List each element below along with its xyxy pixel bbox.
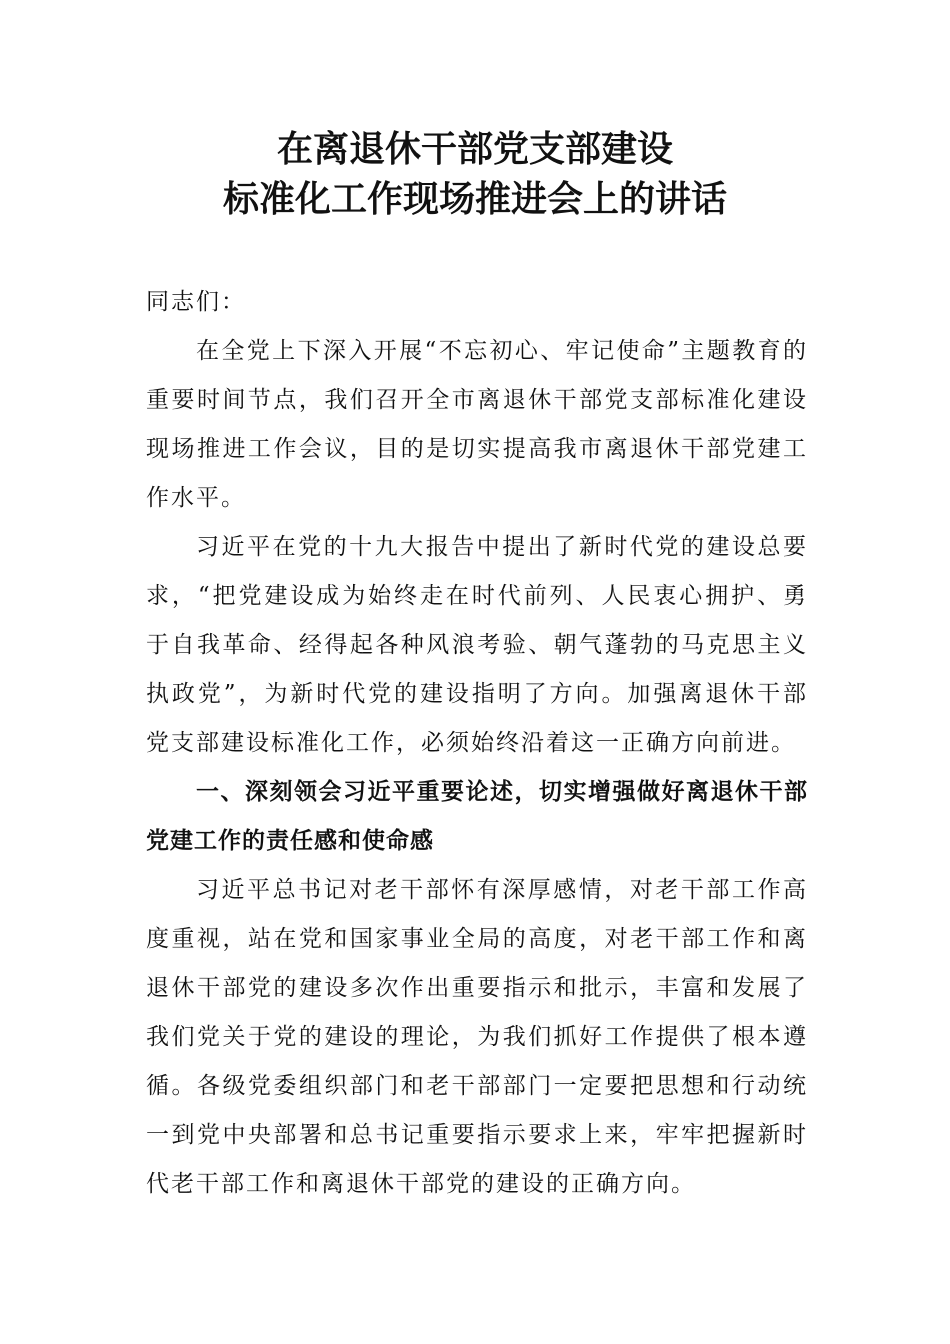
document-title-line-1: 在离退休干部党支部建设 — [276, 128, 673, 170]
paragraph-intro: 在全党上下深入开展“不忘初心、牢记使命”主题教育的重要时间节点，我们召开全市离退休干部党支部标准化建设现场推进工作会议，目的是切实提高我市离退休干部党建工作水平。 — [146, 338, 808, 511]
section-paragraph-1: 习近平总书记对老干部怀有深厚感情，对老干部工作高度重视，站在党和国家事业全局的高度，对老干部工作和离退休干部党的建设多次作出重要指示和批示，丰富和发展了我们党关于党的建设的理论，为我们抓好工作提供了根本遵循。各级党委组织部门和老干部部门一定要把思想和行动统一到党中央部署和总书记重要指示要求上来，牢牢把握新时代老干部工作和离退休干部党的建设的正确方向。 — [146, 877, 808, 1197]
salutation: 同志们： — [146, 289, 246, 315]
section-heading-1: 一、深刻领会习近平重要论述，切实增强做好离退休干部党建工作的责任感和使命感 — [146, 779, 808, 854]
paragraph-party-requirements: 习近平在党的十九大报告中提出了新时代党的建设总要求，“把党建设成为始终走在时代前列、人民衷心拥护、勇于自我革命、经得起各种风浪考验、朝气蓬勃的马克思主义执政党”，为新时代党的建设指明了方向。加强离退休干部党支部建设标准化工作，必须始终沿着这一正确方向前进。 — [146, 534, 808, 756]
document-title-line-2: 标准化工作现场推进会上的讲话 — [222, 178, 727, 220]
